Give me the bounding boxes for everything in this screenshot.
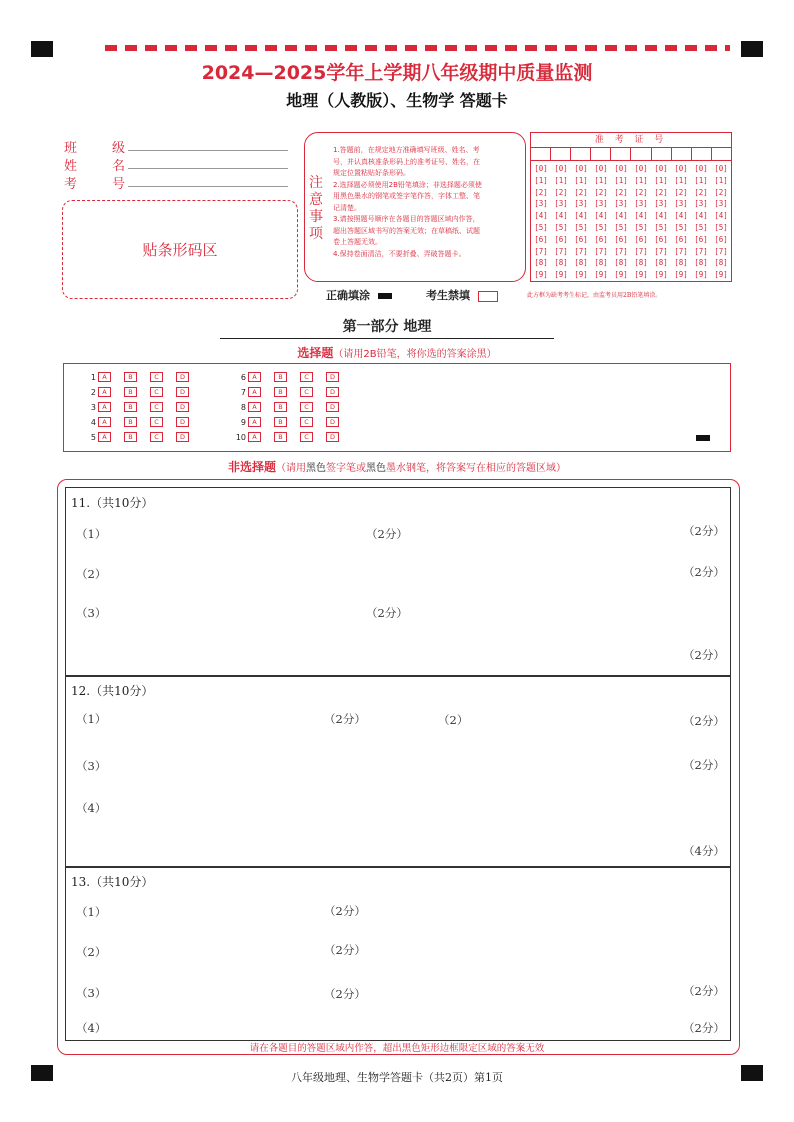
mcq-option-bubble[interactable]: D [176,432,189,442]
exam-id-column [671,163,691,281]
footer-warning: 请在各题目的答题区域内作答，超出黑色矩形边框限定区域的答案无效 [249,1043,545,1054]
mcq-option-bubble[interactable]: C [300,387,313,397]
mcq-option-bubble[interactable]: B [274,402,287,412]
exam-id-bubble[interactable]: [2] [614,187,628,197]
notice-box [304,132,526,282]
mcq-question-row [80,387,202,397]
mcq-option-bubble[interactable]: C [300,417,313,427]
mcq-option-bubble[interactable]: C [150,372,163,382]
legend-forbidden: 考生禁填 [426,287,498,303]
mcq-question-row [80,432,202,442]
exam-id-bubble[interactable]: [1] [654,175,668,185]
mcq-question-number: 4 [90,417,96,427]
exam-id-bubble[interactable]: [5] [594,222,608,232]
exam-id-bubble[interactable]: [7] [654,246,668,256]
mcq-option-bubble[interactable]: C [150,417,163,427]
mcq-option-bubble[interactable]: A [248,387,261,397]
barcode-label: 贴条形码区 [142,241,218,259]
exam-id-bubble[interactable]: [9] [614,270,628,280]
mcq-question-number: 1 [90,372,96,382]
exam-id-bubble[interactable]: [8] [634,258,648,268]
exam-id-bubble[interactable]: [9] [574,270,588,280]
exam-id-title: 准 考 证 号 [531,133,731,148]
exam-id-bubble[interactable]: [1] [574,175,588,185]
mcq-option-bubble[interactable]: D [326,387,339,397]
exam-id-bubble[interactable]: [3] [654,199,668,209]
page-footer: 八年级地理、生物学答题卡（共2页）第1页 [291,1071,503,1084]
exam-id-bubble[interactable]: [7] [554,246,568,256]
mcq-question-number: 9 [240,417,246,427]
mcq-question-row [230,432,352,442]
exam-id-bubble[interactable]: [2] [654,187,668,197]
exam-id-bubble[interactable]: [0] [594,164,608,173]
exam-id-bubble[interactable]: [9] [634,270,648,280]
legend-correct: 正确填涂 [326,287,392,303]
exam-id-bubble[interactable]: [6] [654,234,668,244]
exam-id-bubble[interactable]: [9] [594,270,608,280]
exam-id-bubble[interactable]: [3] [534,199,548,209]
exam-id-column [591,163,611,281]
question-score: （2分） [683,714,725,728]
exam-id-bubble[interactable]: [0] [694,164,708,173]
exam-id-bubble[interactable]: [1] [674,175,688,185]
exam-id-write-row[interactable] [531,148,731,161]
exam-id-bubble[interactable]: [5] [674,222,688,232]
exam-id-bubble[interactable]: [7] [714,246,728,256]
exam-id-bubble[interactable]: [8] [554,258,568,268]
exam-id-bubble[interactable]: [5] [714,222,728,232]
exam-id-bubble[interactable]: [8] [674,258,688,268]
mcq-option-bubble[interactable]: B [124,387,137,397]
question-part: （1） [76,905,107,919]
legend-note: 此方框为缺考考生标记，由监考员用2B铅笔填涂。 [527,292,662,299]
exam-id-bubble[interactable]: [4] [694,211,708,221]
mcq-option-bubble[interactable]: B [274,432,287,442]
exam-id-bubble[interactable]: [3] [614,199,628,209]
exam-id-bubble[interactable]: [4] [614,211,628,221]
exam-id-bubble[interactable]: [5] [634,222,648,232]
notice-title: 注 意 事 项 [309,175,323,242]
mcq-option-bubble[interactable]: A [98,432,111,442]
exam-id-bubble[interactable]: [4] [574,211,588,221]
nonmcq-section-title: 非选择题（请用黑色签字笔或黑色墨水钢笔，将答案写在相应的答题区域） [227,460,566,474]
name-label: 姓 名 [64,159,126,174]
exam-id-bubble[interactable]: [0] [534,164,548,173]
exam-id-bubble[interactable]: [4] [714,211,728,221]
exam-id-bubble[interactable]: [0] [714,164,728,173]
exam-id-column [571,163,591,281]
exam-id-bubble[interactable]: [2] [634,187,648,197]
filled-mark [696,435,710,441]
mcq-question-row [230,387,352,397]
mcq-question-number: 7 [240,387,246,397]
exam-id-bubble[interactable]: [0] [674,164,688,173]
exam-id-bubble[interactable]: [5] [614,222,628,232]
notice-text: 1.答题前，在规定地方准确填写班级、姓名、考 号，并认真核准条形码上的准考证号、姓名，在 规定位置粘贴好条形码。 2.选择题必须使用2B铅笔填涂；非选择题必须使 用黑色墨水的钢笔或签字笔作答，字体工整、笔 记清楚。 3.请按照题号顺序在各题目的答题区域内作答， 超出答题区域书写的答案无效；在草稿纸、试题 卷上答题无效。 4.保持卷面清洁，不要折叠、弄破答题卡。 [333,146,482,258]
exam-id-column [611,163,631,281]
mcq-option-bubble[interactable]: C [150,402,163,412]
mcq-option-bubble[interactable]: B [124,402,137,412]
exam-id-bubble[interactable]: [0] [614,164,628,173]
mcq-option-bubble[interactable]: D [326,402,339,412]
exam-id-bubble[interactable]: [8] [694,258,708,268]
mcq-option-bubble[interactable]: A [248,432,261,442]
mcq-option-bubble[interactable]: A [248,372,261,382]
mcq-question-row [230,372,352,382]
question-score: （2分） [683,984,725,998]
question-score: （4分） [683,844,725,858]
exam-id-bubble[interactable]: [6] [694,234,708,244]
exam-id-grid[interactable] [530,132,732,282]
exam-id-bubble[interactable]: [2] [674,187,688,197]
mcq-option-bubble[interactable]: C [150,432,163,442]
mcq-section-title: 选择题（请用2B铅笔，将你选的答案涂黑） [297,346,497,360]
mcq-option-bubble[interactable]: C [300,402,313,412]
exam-id-bubble[interactable]: [7] [674,246,688,256]
mcq-question-number: 8 [240,402,246,412]
exam-id-bubble[interactable]: [7] [634,246,648,256]
barcode-area[interactable] [62,200,298,299]
exam-id-bubble[interactable]: [3] [714,199,728,209]
question-score: （2分） [366,606,408,620]
question-score: （2分） [683,648,725,662]
exam-id-bubble[interactable]: [4] [654,211,668,221]
question-score: （2分） [366,527,408,541]
question-score: （2分） [324,943,366,957]
exam-id-bubble[interactable]: [6] [574,234,588,244]
exam-id-bubble[interactable]: [7] [574,246,588,256]
exam-id-bubble[interactable]: [0] [554,164,568,173]
exam-id-bubble[interactable]: [5] [694,222,708,232]
mcq-option-bubble[interactable]: C [150,387,163,397]
mcq-option-bubble[interactable]: B [124,417,137,427]
exam-id-bubble[interactable]: [5] [534,222,548,232]
exam-id-bubble[interactable]: [7] [694,246,708,256]
exam-id-bubble[interactable]: [9] [654,270,668,280]
mcq-option-bubble[interactable]: B [274,372,287,382]
question-score: （2分） [683,524,725,538]
mcq-question-row [80,372,202,382]
question-score: （2分） [324,904,366,918]
mcq-option-bubble[interactable]: B [124,372,137,382]
mcq-option-bubble[interactable]: C [300,432,313,442]
exam-id-bubble[interactable]: [4] [554,211,568,221]
question-part: （3） [76,986,107,1000]
question-part: （1） [76,712,107,726]
exam-id-bubble[interactable]: [2] [554,187,568,197]
exam-id-bubble[interactable]: [0] [574,164,588,173]
mcq-option-bubble[interactable]: A [98,387,111,397]
question-score: （2分） [324,712,366,726]
mcq-question-number: 5 [90,432,96,442]
absence-mark-box[interactable] [478,291,498,302]
exam-id-bubble[interactable]: [6] [534,234,548,244]
exam-id-bubble[interactable]: [7] [534,246,548,256]
question-part: （1） [76,527,107,541]
exam-id-bubble[interactable]: [5] [654,222,668,232]
mcq-question-number: 10 [235,432,246,442]
exam-id-column [551,163,571,281]
mcq-answer-area [63,363,731,452]
exam-id-bubble[interactable]: [3] [694,199,708,209]
exam-id-bubble[interactable]: [1] [534,175,548,185]
exam-id-bubble[interactable]: [8] [714,258,728,268]
exam-id-bubble[interactable]: [0] [654,164,668,173]
exam-id-column [531,163,551,281]
mcq-option-bubble[interactable]: D [176,417,189,427]
question-part: （3） [76,606,107,620]
exam-id-bubble[interactable]: [9] [674,270,688,280]
exam-id-bubble[interactable]: [6] [614,234,628,244]
filled-sample-icon [378,293,392,299]
question-11-area[interactable] [65,487,731,677]
exam-id-column [711,163,731,281]
exam-id-column [691,163,711,281]
exam-id-bubble[interactable]: [8] [574,258,588,268]
exam-id-bubble[interactable]: [8] [654,258,668,268]
exam-number-label: 考 号 [64,177,126,192]
exam-id-bubble[interactable]: [3] [674,199,688,209]
exam-id-bubble[interactable]: [8] [594,258,608,268]
exam-id-bubble[interactable]: [1] [554,175,568,185]
question-part: （4） [76,1021,107,1035]
positioning-marker-top-right [741,41,763,57]
exam-id-bubble[interactable]: [7] [594,246,608,256]
mcq-option-bubble[interactable]: A [248,402,261,412]
exam-id-bubble[interactable]: [5] [574,222,588,232]
exam-id-bubble[interactable]: [4] [634,211,648,221]
exam-id-bubble[interactable]: [1] [594,175,608,185]
mcq-option-bubble[interactable]: D [176,387,189,397]
name-field[interactable] [128,154,288,169]
mcq-question-row [80,417,202,427]
exam-id-bubble[interactable]: [4] [594,211,608,221]
question-score: （2分） [683,565,725,579]
exam-id-bubble[interactable]: [2] [574,187,588,197]
question-part: （4） [76,801,107,815]
exam-id-bubble[interactable]: [8] [614,258,628,268]
exam-id-bubble[interactable]: [4] [534,211,548,221]
mcq-question-row [230,417,352,427]
exam-id-bubble[interactable]: [1] [634,175,648,185]
class-field[interactable] [128,136,288,151]
exam-id-bubble[interactable]: [3] [574,199,588,209]
question-head: 11.（共10分） [71,496,154,510]
page-title: 2024—2025学年上学期八年级期中质量监测 [201,62,593,84]
mcq-option-bubble[interactable]: B [274,417,287,427]
exam-id-bubble[interactable]: [1] [694,175,708,185]
exam-id-bubble[interactable]: [5] [554,222,568,232]
exam-id-bubble[interactable]: [1] [714,175,728,185]
exam-id-bubble[interactable]: [9] [534,270,548,280]
positioning-marker-top-left [31,41,53,57]
page-subtitle: 地理（人教版）、生物学 答题卡 [286,91,508,110]
exam-id-bubble[interactable]: [2] [534,187,548,197]
question-score: （2分） [324,987,366,1001]
exam-id-bubble[interactable]: [3] [634,199,648,209]
exam-id-bubble[interactable]: [6] [554,234,568,244]
exam-id-bubble[interactable]: [4] [674,211,688,221]
mcq-option-bubble[interactable]: A [248,417,261,427]
mcq-option-bubble[interactable]: D [176,372,189,382]
exam-id-bubble[interactable]: [2] [694,187,708,197]
exam-id-bubble[interactable]: [6] [594,234,608,244]
mcq-option-bubble[interactable]: A [98,417,111,427]
question-13-area[interactable] [65,866,731,1041]
mcq-option-bubble[interactable]: D [176,402,189,412]
mcq-option-bubble[interactable]: A [98,372,111,382]
question-part: （2） [438,713,469,727]
question-head: 13.（共10分） [71,875,154,889]
exam-id-bubble[interactable]: [9] [714,270,728,280]
exam-id-bubble[interactable]: [9] [554,270,568,280]
exam-id-bubble[interactable]: [6] [674,234,688,244]
exam-id-bubble[interactable]: [9] [694,270,708,280]
mcq-question-row [230,402,352,412]
question-12-area[interactable] [65,675,731,868]
question-part: （3） [76,759,107,773]
question-part: （2） [76,945,107,959]
mcq-question-number: 3 [90,402,96,412]
exam-id-bubble[interactable]: [1] [614,175,628,185]
exam-id-bubble[interactable]: [0] [634,164,648,173]
exam-id-bubble[interactable]: [8] [534,258,548,268]
timing-marks [105,45,730,51]
question-part: （2） [76,567,107,581]
question-score: （2分） [683,1021,725,1035]
mcq-option-bubble[interactable]: C [300,372,313,382]
mcq-option-bubble[interactable]: B [124,432,137,442]
exam-id-column [651,163,671,281]
exam-id-bubble[interactable]: [2] [594,187,608,197]
mcq-option-bubble[interactable]: A [98,402,111,412]
exam-id-bubble[interactable]: [7] [614,246,628,256]
exam-number-field[interactable] [128,172,288,187]
class-label: 班 级 [64,141,126,156]
exam-id-bubble[interactable]: [3] [594,199,608,209]
exam-id-bubble[interactable]: [6] [714,234,728,244]
exam-id-bubble[interactable]: [2] [714,187,728,197]
exam-id-bubble[interactable]: [6] [634,234,648,244]
exam-id-bubble[interactable]: [3] [554,199,568,209]
exam-id-column [631,163,651,281]
mcq-question-number: 6 [240,372,246,382]
mcq-question-number: 2 [90,387,96,397]
mcq-question-row [80,402,202,412]
part1-title: 第一部分 地理 [220,316,554,339]
mcq-option-bubble[interactable]: D [326,372,339,382]
question-head: 12.（共10分） [71,684,154,698]
question-score: （2分） [683,758,725,772]
mcq-option-bubble[interactable]: D [326,432,339,442]
mcq-option-bubble[interactable]: B [274,387,287,397]
mcq-option-bubble[interactable]: D [326,417,339,427]
